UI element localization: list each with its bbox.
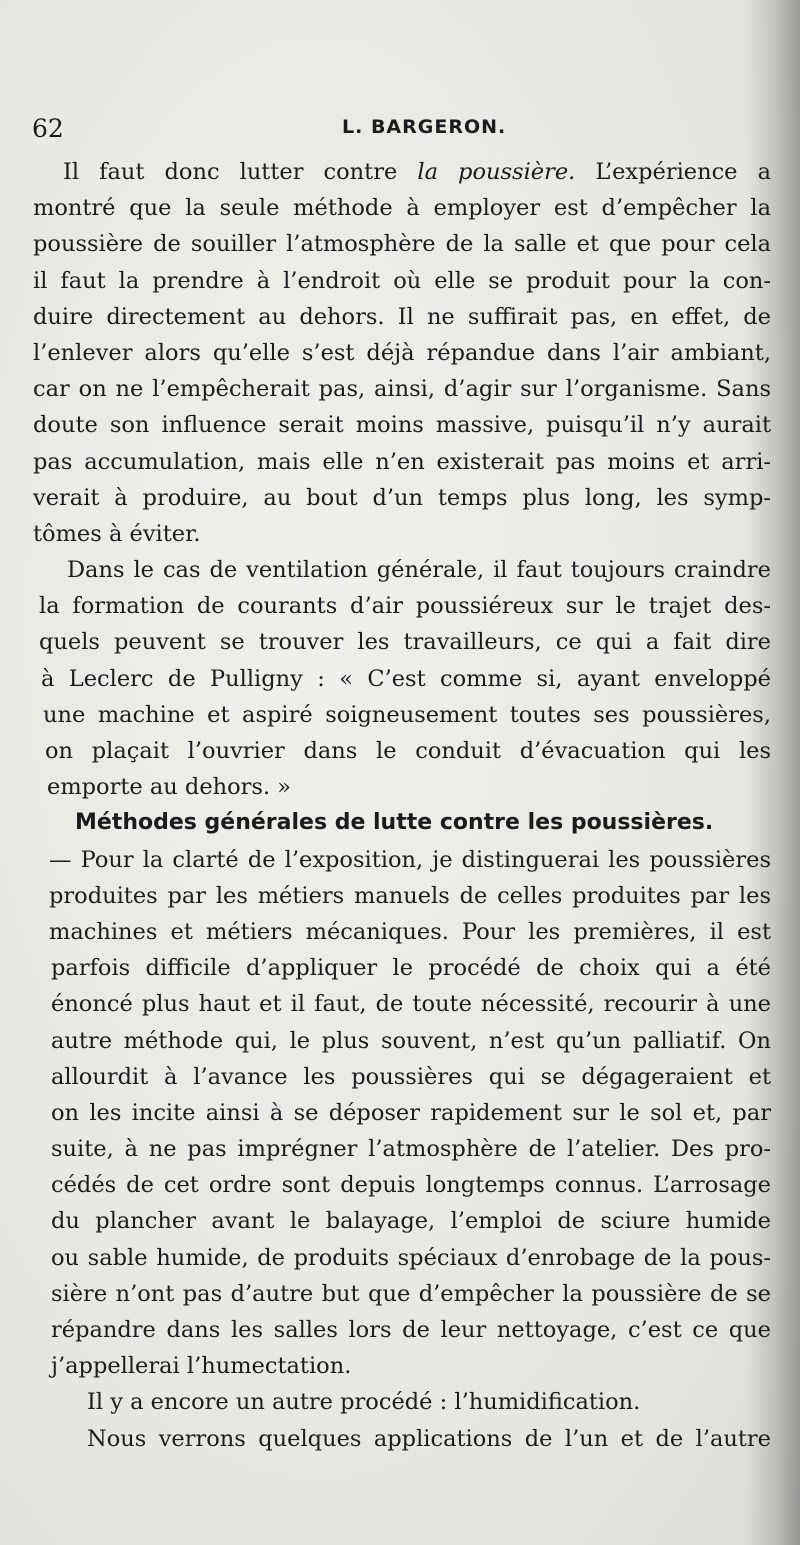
italic-phrase: la poussière. [417,159,576,185]
text-line: montré que la seule méthode à employer est d’empêcher la [33,195,771,222]
text-line: j’appellerai l’humectation. [51,1353,352,1380]
text-line: car on ne l’empêcherait pas, ainsi, d’agir sur l’organisme. Sans [33,376,771,403]
text-line: pas accumulation, mais elle n’en existerait pas moins et arri- [33,448,771,475]
text-run: Il faut donc lutter contre [63,159,418,185]
text-line: doute son influence serait moins massive, puisqu’il n’y aurait [33,412,771,439]
text-line: parfois difficile d’appliquer le procédé de choix qui a été [51,955,771,982]
page-number: 62 [32,114,64,143]
text-line: produites par les métiers manuels de celles produites par les [49,882,771,909]
body-text [33,154,773,1457]
text-line: à Leclerc de Pulligny : « C’est comme si, ayant enveloppé [41,665,771,692]
text-line: on les incite ainsi à se déposer rapidement sur le sol et, par [51,1099,771,1126]
text-run: L’expérience a [575,159,771,185]
text-line: poussière de souiller l’atmosphère de la salle et que pour cela [33,231,771,258]
text-line: machines et métiers mécaniques. Pour les premières, il est [49,918,771,945]
text-line: on plaçait l’ouvrier dans le conduit d’évacuation qui les [45,738,771,764]
text-line: verait à produire, au bout d’un temps plus long, les symp- [33,484,771,511]
text-line: une machine et aspiré soigneusement toutes ses poussières, [43,701,771,728]
text-line: ou sable humide, de produits spéciaux d’enrobage de la pous- [51,1244,771,1271]
section-heading: Méthodes générales de lutte contre les poussières. [75,810,714,836]
text-line: Nous verrons quelques applications de l’un et de l’autre [87,1425,771,1452]
page-header [32,112,752,146]
text-line: la formation de courants d’air poussiéreux sur le trajet des- [39,593,771,620]
text-line: duire directement au dehors. Il ne suffirait pas, en effet, de [33,303,771,330]
text-line: Il y a encore un autre procédé : l’humidification. [87,1389,641,1416]
text-line: sière n’ont pas d’autre but que d’empêcher la poussière de se [51,1280,771,1307]
text-line: il faut la prendre à l’endroit où elle se produit pour la con- [33,267,771,294]
text-line: Dans le cas de ventilation générale, il faut toujours craindre [67,557,771,584]
text-line: du plancher avant le balayage, l’emploi de sciure humide [51,1208,771,1235]
text-line: cédés de cet ordre sont depuis longtemps connus. L’arrosage [51,1172,771,1199]
text-line [63,154,771,190]
text-line: quels peuvent se trouver les travailleurs, ce qui a fait dire [39,629,771,656]
text-line: emporte au dehors. » [47,774,292,801]
text-line: allourdit à l’avance les poussières qui se dégageraient et [51,1063,771,1090]
text-line: répandre dans les salles lors de leur nettoyage, c’est ce que [51,1317,771,1343]
running-head: L. BARGERON. [342,116,507,138]
text-line: l’enlever alors qu’elle s’est déjà répandue dans l’air ambiant, [33,339,771,366]
text-line: énoncé plus haut et il faut, de toute nécessité, recourir à une [51,991,771,1018]
text-line: autre méthode qui, le plus souvent, n’est qu’un palliatif. On [51,1027,771,1054]
text-line: tômes à éviter. [33,520,201,547]
text-line: — Pour la clarté de l’exposition, je distinguerai les poussières [49,846,771,873]
text-line: suite, à ne pas imprégner l’atmosphère de l’atelier. Des pro- [51,1136,771,1163]
